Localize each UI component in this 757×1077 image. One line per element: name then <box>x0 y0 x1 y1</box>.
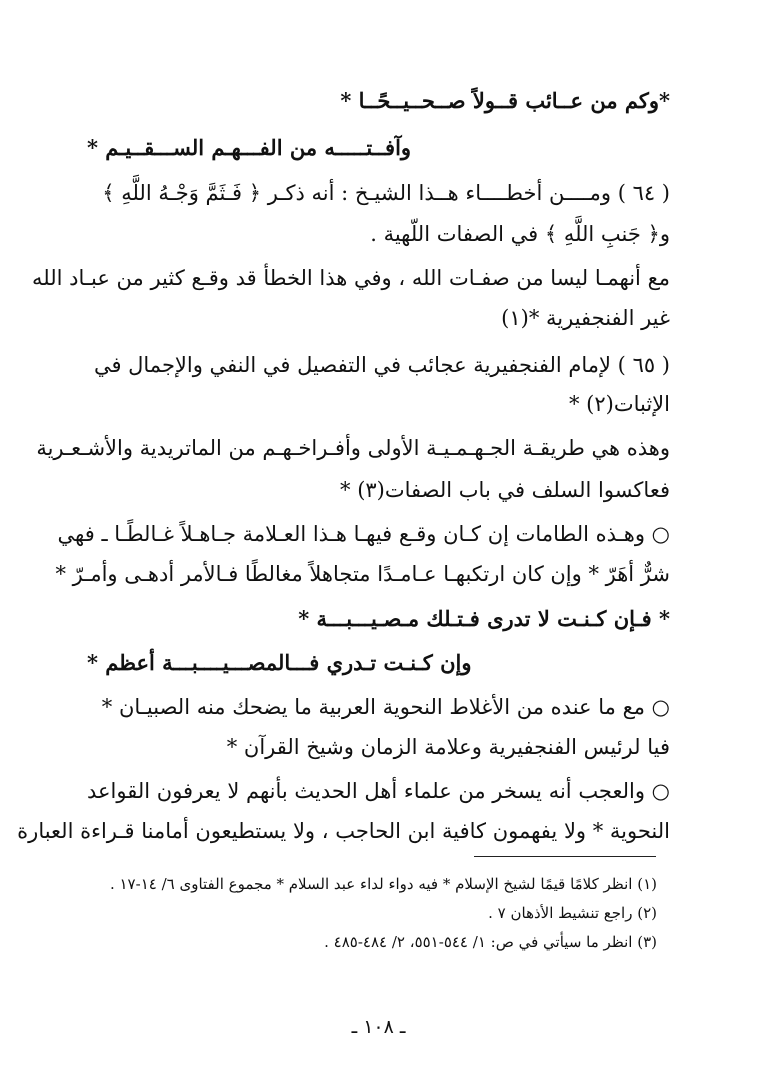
verse-line-2: وآفــتـــــه من الفـــهـم الســـقــيـم * <box>87 135 412 160</box>
paragraph-nahw-line-1: ○ مع ما عنده من الأغلاط النحوية العربية ما يضحك منه الصبيـان * <box>101 695 670 719</box>
paragraph-tamat-line-2: شرٌّ أهَرّ * وإن كان ارتكبهـا عـامـدًا متجاهلاً مغالطًا فـالأمر أدهـى وأمـرّ * <box>55 562 670 586</box>
footnote-divider <box>474 856 656 857</box>
paragraph-65-line-2: الإثبات(٢) * <box>568 392 670 416</box>
footnote-1: (١) انظر كلامًا قيمًا لشيخ الإسلام * فيه دواء لداء عبد السلام * مجموع الفتاوى ٦/ ١٤-١٧ . <box>109 875 657 893</box>
paragraph-hadhihi-line-1: وهذه هي طريقـة الجـهـمـيـة الأولى وأفـراخـهـم من الماتريدية والأشـعـرية <box>36 436 670 460</box>
page-number: ـ ١٠٨ ـ <box>351 1016 406 1038</box>
paragraph-ma-line-2: غير الفنجفيرية *(١) <box>501 306 670 330</box>
verse-line-1: *وكم من عــائب قــولاً صــحــيــحًــا * <box>340 88 670 113</box>
paragraph-65-line-1: ( ٦٥ ) لإمام الفنجفيرية عجائب في التفصيل في النفي والإجمال في <box>93 353 670 377</box>
paragraph-64-line-1: ( ٦٤ ) ومــــن أخطــــاء هــذا الشيـخ : أنه ذكـر ﴿ فَـثَمَّ وَجْـهُ اللَّهِ ﴾ <box>102 181 670 205</box>
paragraph-ajab-line-2: النحوية * ولا يفهمون كافية ابن الحاجب ، ولا يستطيعون أمامنا قـراءة العبارة <box>17 819 670 843</box>
paragraph-ma-line-1: مع أنهمـا ليسا من صفـات الله ، وفي هذا الخطأ قد وقـع كثير من عبـاد الله <box>31 266 670 290</box>
verse-2-line-1: * فـإن كـنـت لا تدرى فـتـلك مـصـيـــبـــة * <box>298 606 670 631</box>
paragraph-hadhihi-line-2: فعاكسوا السلف في باب الصفات(٣) * <box>340 478 670 502</box>
paragraph-64-line-2: و﴿ جَنبِ اللَّهِ ﴾ في الصفات اللّهية . <box>370 222 670 246</box>
footnote-3: (٣) انظر ما سيأتي في ص: ١/ ٥٤٤-٥٥١، ٢/ ٤٨٤-٤٨٥ . <box>324 933 657 951</box>
paragraph-ajab-line-1: ○ والعجب أنه يسخر من علماء أهل الحديث بأنهم لا يعرفون القواعد <box>87 779 670 803</box>
verse-2-line-2: وإن كـنـت تـدري فـــالمصـــيــــبـــة أعظم * <box>87 650 472 675</box>
paragraph-tamat-line-1: ○ وهـذه الطامات إن كـان وقـع فيهـا هـذا العـلامة جـاهـلاً غـالطًـا ـ فهي <box>57 522 670 546</box>
paragraph-nahw-line-2: فيا لرئيس الفنجفيرية وعلامة الزمان وشيخ القرآن * <box>226 735 670 759</box>
footnote-2: (٢) راجع تنشيط الأذهان ٧ . <box>488 904 657 922</box>
